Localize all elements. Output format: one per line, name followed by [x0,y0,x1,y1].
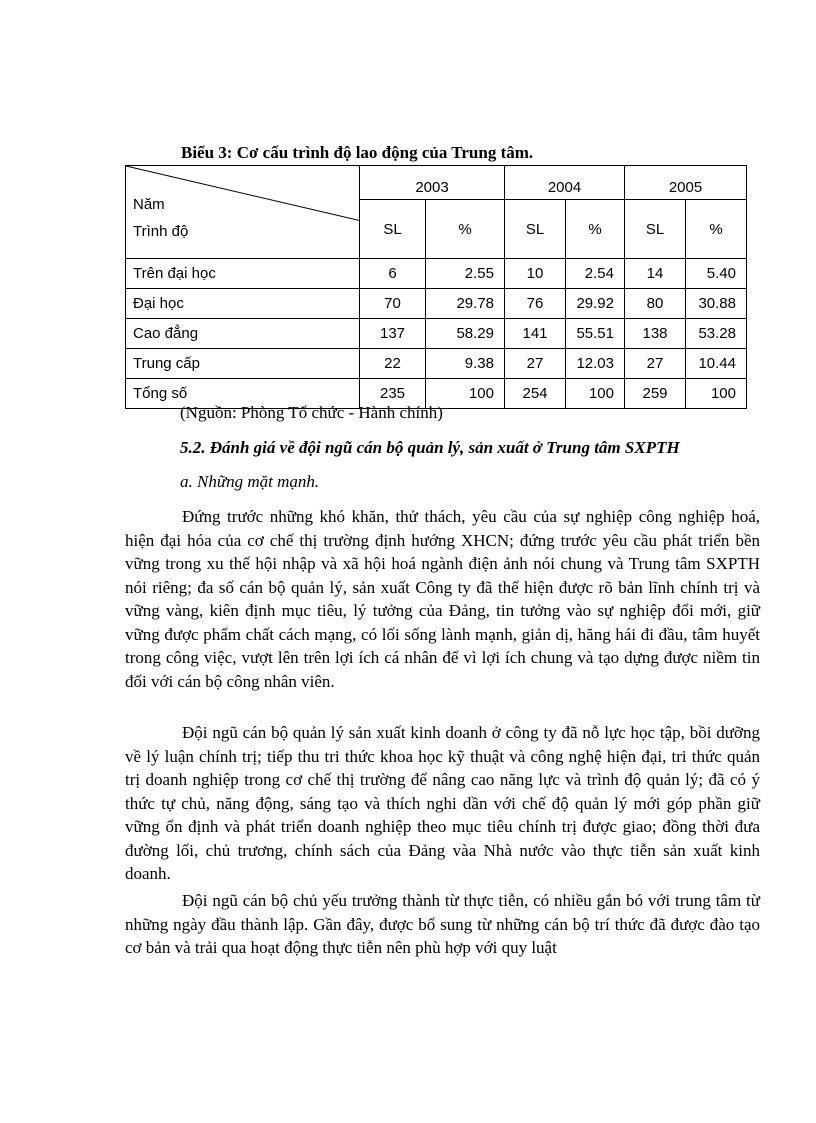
cell-value: 100 [566,379,625,409]
sub-header: % [426,200,505,259]
cell-value: 2.55 [426,259,505,289]
cell-value: 12.03 [566,349,625,379]
corner-year-label: Năm [133,196,165,213]
cell-value: 76 [505,289,566,319]
cell-value: 100 [686,379,747,409]
labor-structure-table [125,165,747,409]
cell-value: 30.88 [686,289,747,319]
year-header: 2005 [625,166,747,200]
sub-header: SL [360,200,426,259]
cell-value: 10.44 [686,349,747,379]
sub-header: SL [625,200,686,259]
row-label: Tổng số [126,379,360,409]
table-row [126,259,747,289]
cell-value: 29.92 [566,289,625,319]
cell-value: 6 [360,259,426,289]
table-corner-cell [126,166,360,259]
row-label: Trung cấp [126,349,360,379]
subsection-heading: a. Những mặt mạnh. [180,472,320,491]
table-row [126,289,747,319]
table-source-note: (Nguồn: Phòng Tổ chức - Hành chính) [180,403,443,422]
cell-value: 53.28 [686,319,747,349]
cell-value: 138 [625,319,686,349]
cell-value: 70 [360,289,426,319]
cell-value: 27 [505,349,566,379]
row-label: Đại học [126,289,360,319]
year-header: 2004 [505,166,625,200]
sub-header: % [566,200,625,259]
table-row [126,349,747,379]
body-paragraph: Đội ngũ cán bộ chủ yếu trưởng thành từ thực tiễn, có nhiều gắn bó với trung tâm từ những ngày đầu thành lập. Gần đây, được bổ sung từ những cán bộ trí thức đã được đào tạo cơ bản và trải qua hoạt động thực tiễn nên phù hợp với quy luật [125,891,760,957]
cell-value: 58.29 [426,319,505,349]
cell-value: 22 [360,349,426,379]
cell-value: 2.54 [566,259,625,289]
section-heading: 5.2. Đánh giá về đội ngũ cán bộ quản lý, sản xuất ở Trung tâm SXPTH [180,438,680,457]
sub-header: % [686,200,747,259]
cell-value: 80 [625,289,686,319]
sub-header: SL [505,200,566,259]
body-paragraph: Đội ngũ cán bộ quản lý sản xuất kinh doanh ở công ty đã nỗ lực học tập, bồi dưỡng về lý luận chính trị; tiếp thu tri thức khoa học kỹ thuật và công nghệ hiện đại, tri thức quản trị doanh nghiệp trong cơ chế thị trường để nâng cao năng lực và trình độ quản lý; đã có ý thức tự chủ, năng động, sáng tạo và thích nghi dần với chế độ quản lý mới góp phần giữ vững ổn định và phát triển doanh nghiệp theo mục tiêu chính trị được giao; đồng thời đưa đường lối, chủ trương, chính sách của Đảng vàa Nhà nước vào thực tiễn sản xuất kinh doanh. [125,723,760,883]
cell-value: 27 [625,349,686,379]
cell-value: 10 [505,259,566,289]
cell-value: 259 [625,379,686,409]
cell-value: 254 [505,379,566,409]
table-caption: Biểu 3: Cơ cấu trình độ lao động của Trung tâm. [181,143,534,162]
cell-value: 5.40 [686,259,747,289]
body-paragraph: Đứng trước những khó khăn, thử thách, yêu cầu của sự nghiệp công nghiệp hoá, hiện đại hóa của cơ chế thị trường định hướng XHCN; đứng trước yêu cầu phát triển bền vững trong xu thế hội nhập và xã hội hoá ngành điện ảnh nói chung và Trung tâm SXPTH nói riêng; đa số cán bộ quản lý, sản xuất Công ty đã thể hiện được rõ bản lĩnh chính trị và vững vàng, kiên định mục tiêu, lý tưởng của Đảng, tin tưởng vào sự nghiệp đổi mới, giữ vững được phẩm chất cách mạng, có lối sống lành mạnh, giản dị, hăng hái đi đầu, tâm huyết trong công việc, vượt lên trên lợi ích cá nhân để vì lợi ích chung và tạo dựng được niềm tin đối với cán bộ công nhân viên. [125,507,760,691]
table-row [126,319,747,349]
corner-level-label: Trình độ [133,223,189,240]
row-label: Trên đại học [126,259,360,289]
row-label: Cao đẳng [126,319,360,349]
cell-value: 14 [625,259,686,289]
year-header: 2003 [360,166,505,200]
cell-value: 100 [426,379,505,409]
cell-value: 29.78 [426,289,505,319]
cell-value: 55.51 [566,319,625,349]
cell-value: 141 [505,319,566,349]
cell-value: 9.38 [426,349,505,379]
cell-value: 137 [360,319,426,349]
cell-value: 235 [360,379,426,409]
